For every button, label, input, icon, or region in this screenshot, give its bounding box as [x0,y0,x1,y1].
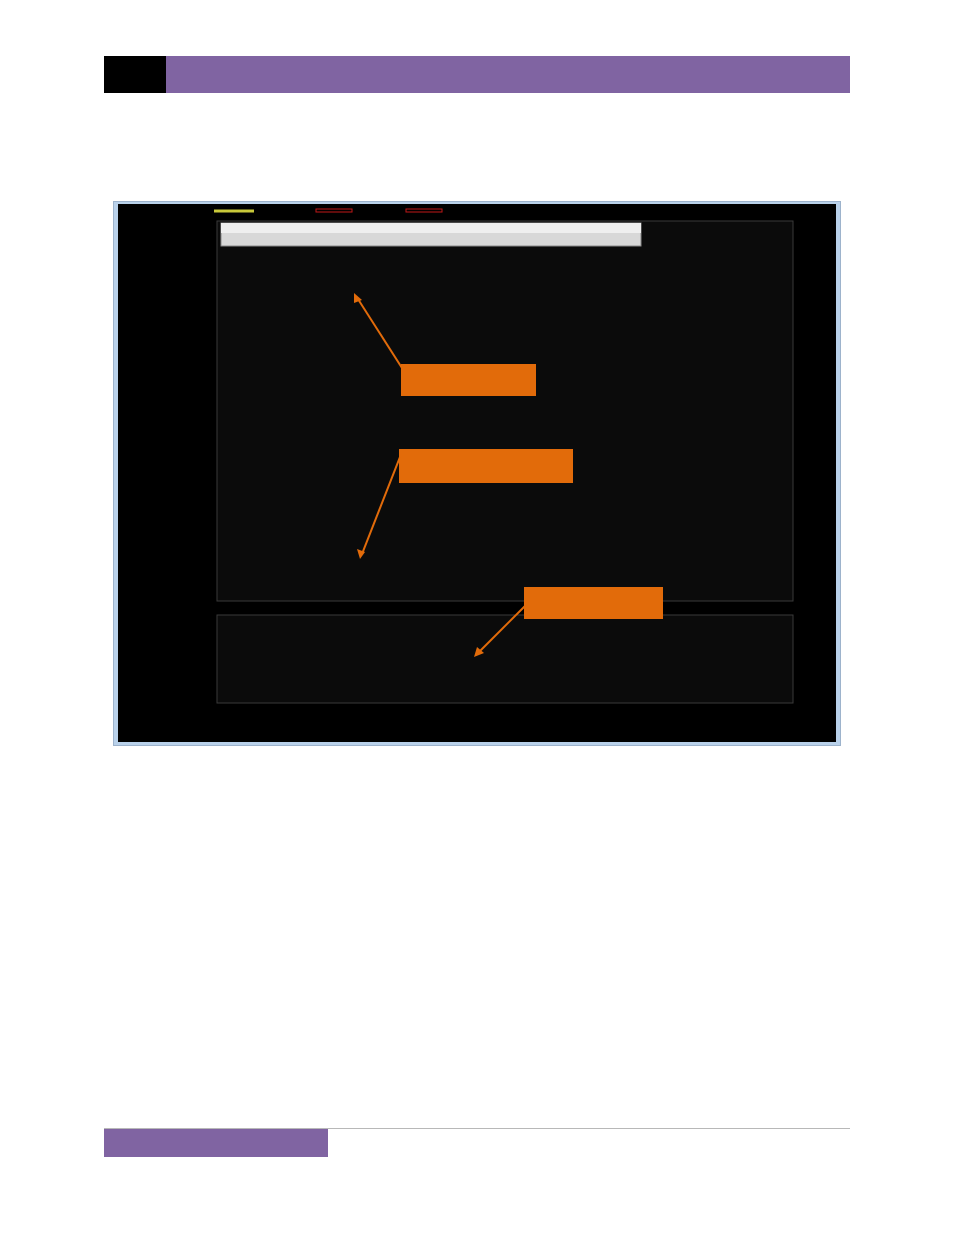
header-title [166,56,850,93]
chart-canvas [118,204,836,742]
header-rev-label [104,56,166,93]
data-point-table-header [221,223,641,233]
page-number [104,1129,328,1157]
bottom-plot-area [217,615,793,703]
top-plot-area [217,221,793,601]
callout-box-resistance [399,449,573,483]
chart-screenshot [113,201,841,746]
callout-box-motor [524,587,663,619]
callout-box-current [401,364,536,396]
